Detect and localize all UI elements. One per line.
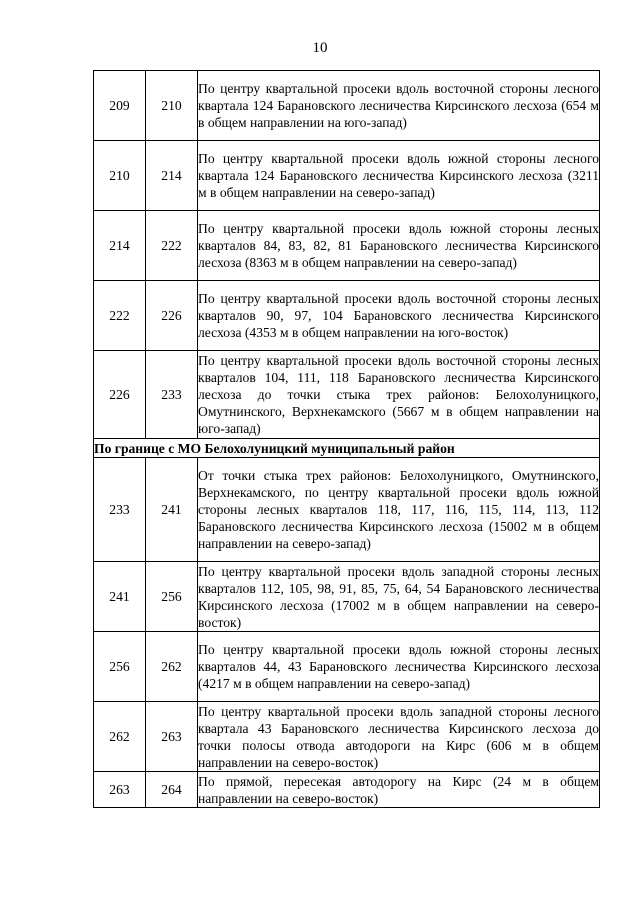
segment-description: От точки стыка трех районов: Белохолуницкого, Омутнинского, Верхнекамского, по центру квартальной просеки вдоль южной стороны лесных кварталов 118, 117, 116, 115, 114, 113, 112 Барановского лесничества Кирсинского лесхоза (15002 м в общем направлении на северо-запад) bbox=[198, 458, 600, 562]
point-to: 264 bbox=[146, 772, 198, 808]
table-row bbox=[94, 281, 600, 351]
point-from: 210 bbox=[94, 141, 146, 211]
point-from: 262 bbox=[94, 702, 146, 772]
point-from: 256 bbox=[94, 632, 146, 702]
point-from: 209 bbox=[94, 71, 146, 141]
table-row bbox=[94, 772, 600, 808]
point-to: 222 bbox=[146, 211, 198, 281]
table-row bbox=[94, 562, 600, 632]
segment-description: По центру квартальной просеки вдоль южной стороны лесных кварталов 44, 43 Барановского лесничества Кирсинского лесхоза (4217 м в общем направлении на северо-запад) bbox=[198, 632, 600, 702]
table-row bbox=[94, 702, 600, 772]
segment-description: По центру квартальной просеки вдоль восточной стороны лесных кварталов 104, 111, 118 Барановского лесничества Кирсинского лесхоза до точки стыка трех районов: Белохолуницкого, Омутнинского, Верхнекамского (5667 м в общем направлении на юго-запад) bbox=[198, 351, 600, 439]
table-row bbox=[94, 632, 600, 702]
segment-description: По центру квартальной просеки вдоль восточной стороны лесного квартала 124 Барановского лесничества Кирсинского лесхоза (654 м в общем направлении на юго-запад) bbox=[198, 71, 600, 141]
point-to: 233 bbox=[146, 351, 198, 439]
point-to: 210 bbox=[146, 71, 198, 141]
point-from: 233 bbox=[94, 458, 146, 562]
point-from: 226 bbox=[94, 351, 146, 439]
point-from: 214 bbox=[94, 211, 146, 281]
table-row bbox=[94, 351, 600, 439]
segment-description: По центру квартальной просеки вдоль южной стороны лесного квартала 124 Барановского лесничества Кирсинского лесхоза (3211 м в общем направлении на северо-запад) bbox=[198, 141, 600, 211]
point-to: 214 bbox=[146, 141, 198, 211]
boundary-table bbox=[93, 70, 600, 808]
segment-description: По центру квартальной просеки вдоль западной стороны лесного квартала 43 Барановского лесничества Кирсинского лесхоза до точки полосы отвода автодороги на Кирс (606 м в общем направлении на северо-восток) bbox=[198, 703, 599, 770]
segment-description: По прямой, пересекая автодорогу на Кирс (24 м в общем направлении на северо-восток) bbox=[198, 773, 599, 806]
point-to: 226 bbox=[146, 281, 198, 351]
point-to: 256 bbox=[146, 562, 198, 632]
table-row bbox=[94, 71, 600, 141]
section-heading: По границе с МО Белохолуницкий муниципальный район bbox=[94, 439, 600, 458]
page-number: 10 bbox=[312, 40, 328, 56]
segment-description: По центру квартальной просеки вдоль южной стороны лесных кварталов 84, 83, 82, 81 Барановского лесничества Кирсинского лесхоза (8363 м в общем направлении на северо-запад) bbox=[198, 211, 600, 281]
section-row bbox=[94, 439, 600, 458]
point-from: 241 bbox=[94, 562, 146, 632]
table-row bbox=[94, 141, 600, 211]
point-to: 262 bbox=[146, 632, 198, 702]
point-to: 263 bbox=[146, 702, 198, 772]
segment-description: По центру квартальной просеки вдоль западной стороны лесных кварталов 112, 105, 98, 91, 85, 75, 64, 54 Барановского лесничества Кирсинского лесхоза (17002 м в общем направлении на северо-восток) bbox=[198, 563, 599, 630]
point-to: 241 bbox=[146, 458, 198, 562]
point-from: 222 bbox=[94, 281, 146, 351]
point-from: 263 bbox=[94, 772, 146, 808]
table-row bbox=[94, 458, 600, 562]
segment-description: По центру квартальной просеки вдоль восточной стороны лесных кварталов 90, 97, 104 Барановского лесничества Кирсинского лесхоза (4353 м в общем направлении на юго-восток) bbox=[198, 281, 600, 351]
table-row bbox=[94, 211, 600, 281]
